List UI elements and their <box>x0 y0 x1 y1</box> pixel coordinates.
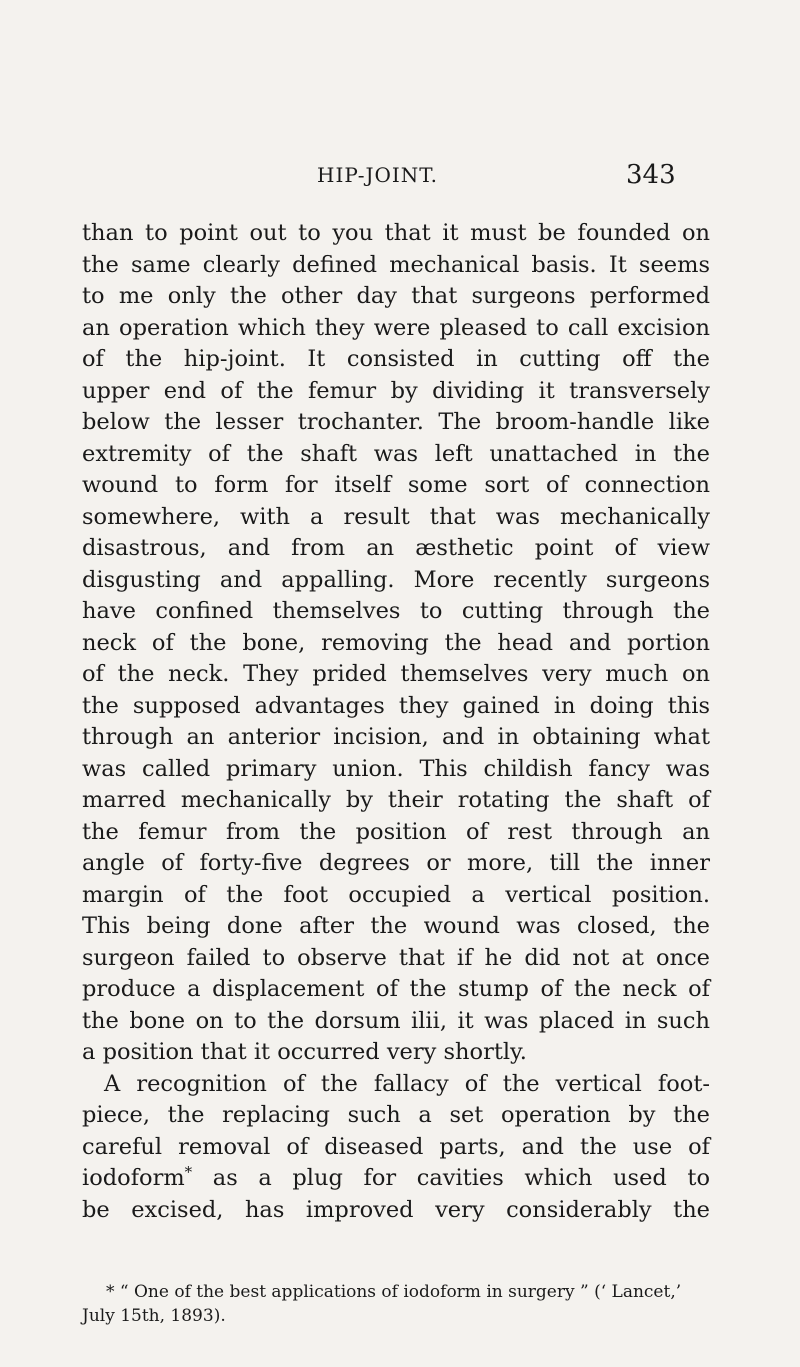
text-line: disastrous, and from an æsthetic point of view <box>82 535 710 561</box>
text-line: the femur from the position of rest through an <box>82 818 710 845</box>
text-line: than to point out to you that it must be founded on <box>82 220 710 246</box>
text-line: piece, the replacing such a set operation by the <box>82 1102 710 1128</box>
text-line: a position that it occurred very shortly. <box>82 1039 527 1065</box>
footnote-line: July 15th, 1893). <box>82 1306 226 1326</box>
text-line: careful removal of diseased parts, and the use of <box>82 1133 710 1160</box>
text-line: surgeon failed to observe that if he did not at once <box>82 944 710 971</box>
text-line: was called primary union. This childish fancy was <box>82 755 710 782</box>
text-line: disgusting and appalling. More recently surgeons <box>82 566 710 593</box>
text-line: an operation which they were pleased to call excision <box>82 314 710 341</box>
text-line: marred mechanically by their rotating the shaft of <box>82 787 710 813</box>
body-text <box>82 218 710 1226</box>
text-line: the same clearly defined mechanical basis. It seems <box>82 251 710 278</box>
text-line: through an anterior incision, and in obtaining what <box>82 724 710 750</box>
text-line: of the neck. They prided themselves very much on <box>82 661 710 687</box>
text-line: below the lesser trochanter. The broom-handle like <box>82 409 710 435</box>
text-fragment: iodoform <box>82 1165 185 1191</box>
text-line: of the hip-joint. It consisted in cutting off the <box>82 346 710 372</box>
text-line: wound to form for itself some sort of connection <box>82 472 710 498</box>
text-line: have confined themselves to cutting through the <box>82 598 710 624</box>
text-line: be excised, has improved very considerably the <box>82 1196 710 1223</box>
footnote <box>82 1280 710 1328</box>
text-line: neck of the bone, removing the head and portion <box>82 629 710 656</box>
text-line: angle of forty-five degrees or more, till the inner <box>82 850 710 876</box>
text-line: the supposed advantages they gained in doing this <box>82 692 710 719</box>
text-line: upper end of the femur by dividing it transversely <box>82 377 710 404</box>
text-line: to me only the other day that surgeons performed <box>82 283 710 309</box>
footnote-line: * “ One of the best applications of iodoform in surgery ” (‘ Lancet,’ <box>106 1282 682 1302</box>
text-line: produce a displacement of the stump of the neck of <box>82 976 710 1002</box>
text-line: somewhere, with a result that was mechanically <box>82 503 710 530</box>
text-fragment: as a plug for cavities which used to <box>192 1165 710 1191</box>
text-line: This being done after the wound was closed, the <box>82 913 710 939</box>
text-line: the bone on to the dorsum ilii, it was placed in such <box>82 1007 710 1034</box>
running-title: HIP-JOINT. <box>317 163 439 187</box>
text-line: extremity of the shaft was left unattached in the <box>82 440 710 467</box>
text-line-with-footnote-ref <box>82 1163 710 1195</box>
footnote-reference: * <box>184 1163 193 1181</box>
running-head <box>0 160 800 193</box>
text-line: A recognition of the fallacy of the vertical foot- <box>104 1070 710 1097</box>
text-line: margin of the foot occupied a vertical position. <box>82 881 710 908</box>
page-number: 343 <box>626 160 676 190</box>
